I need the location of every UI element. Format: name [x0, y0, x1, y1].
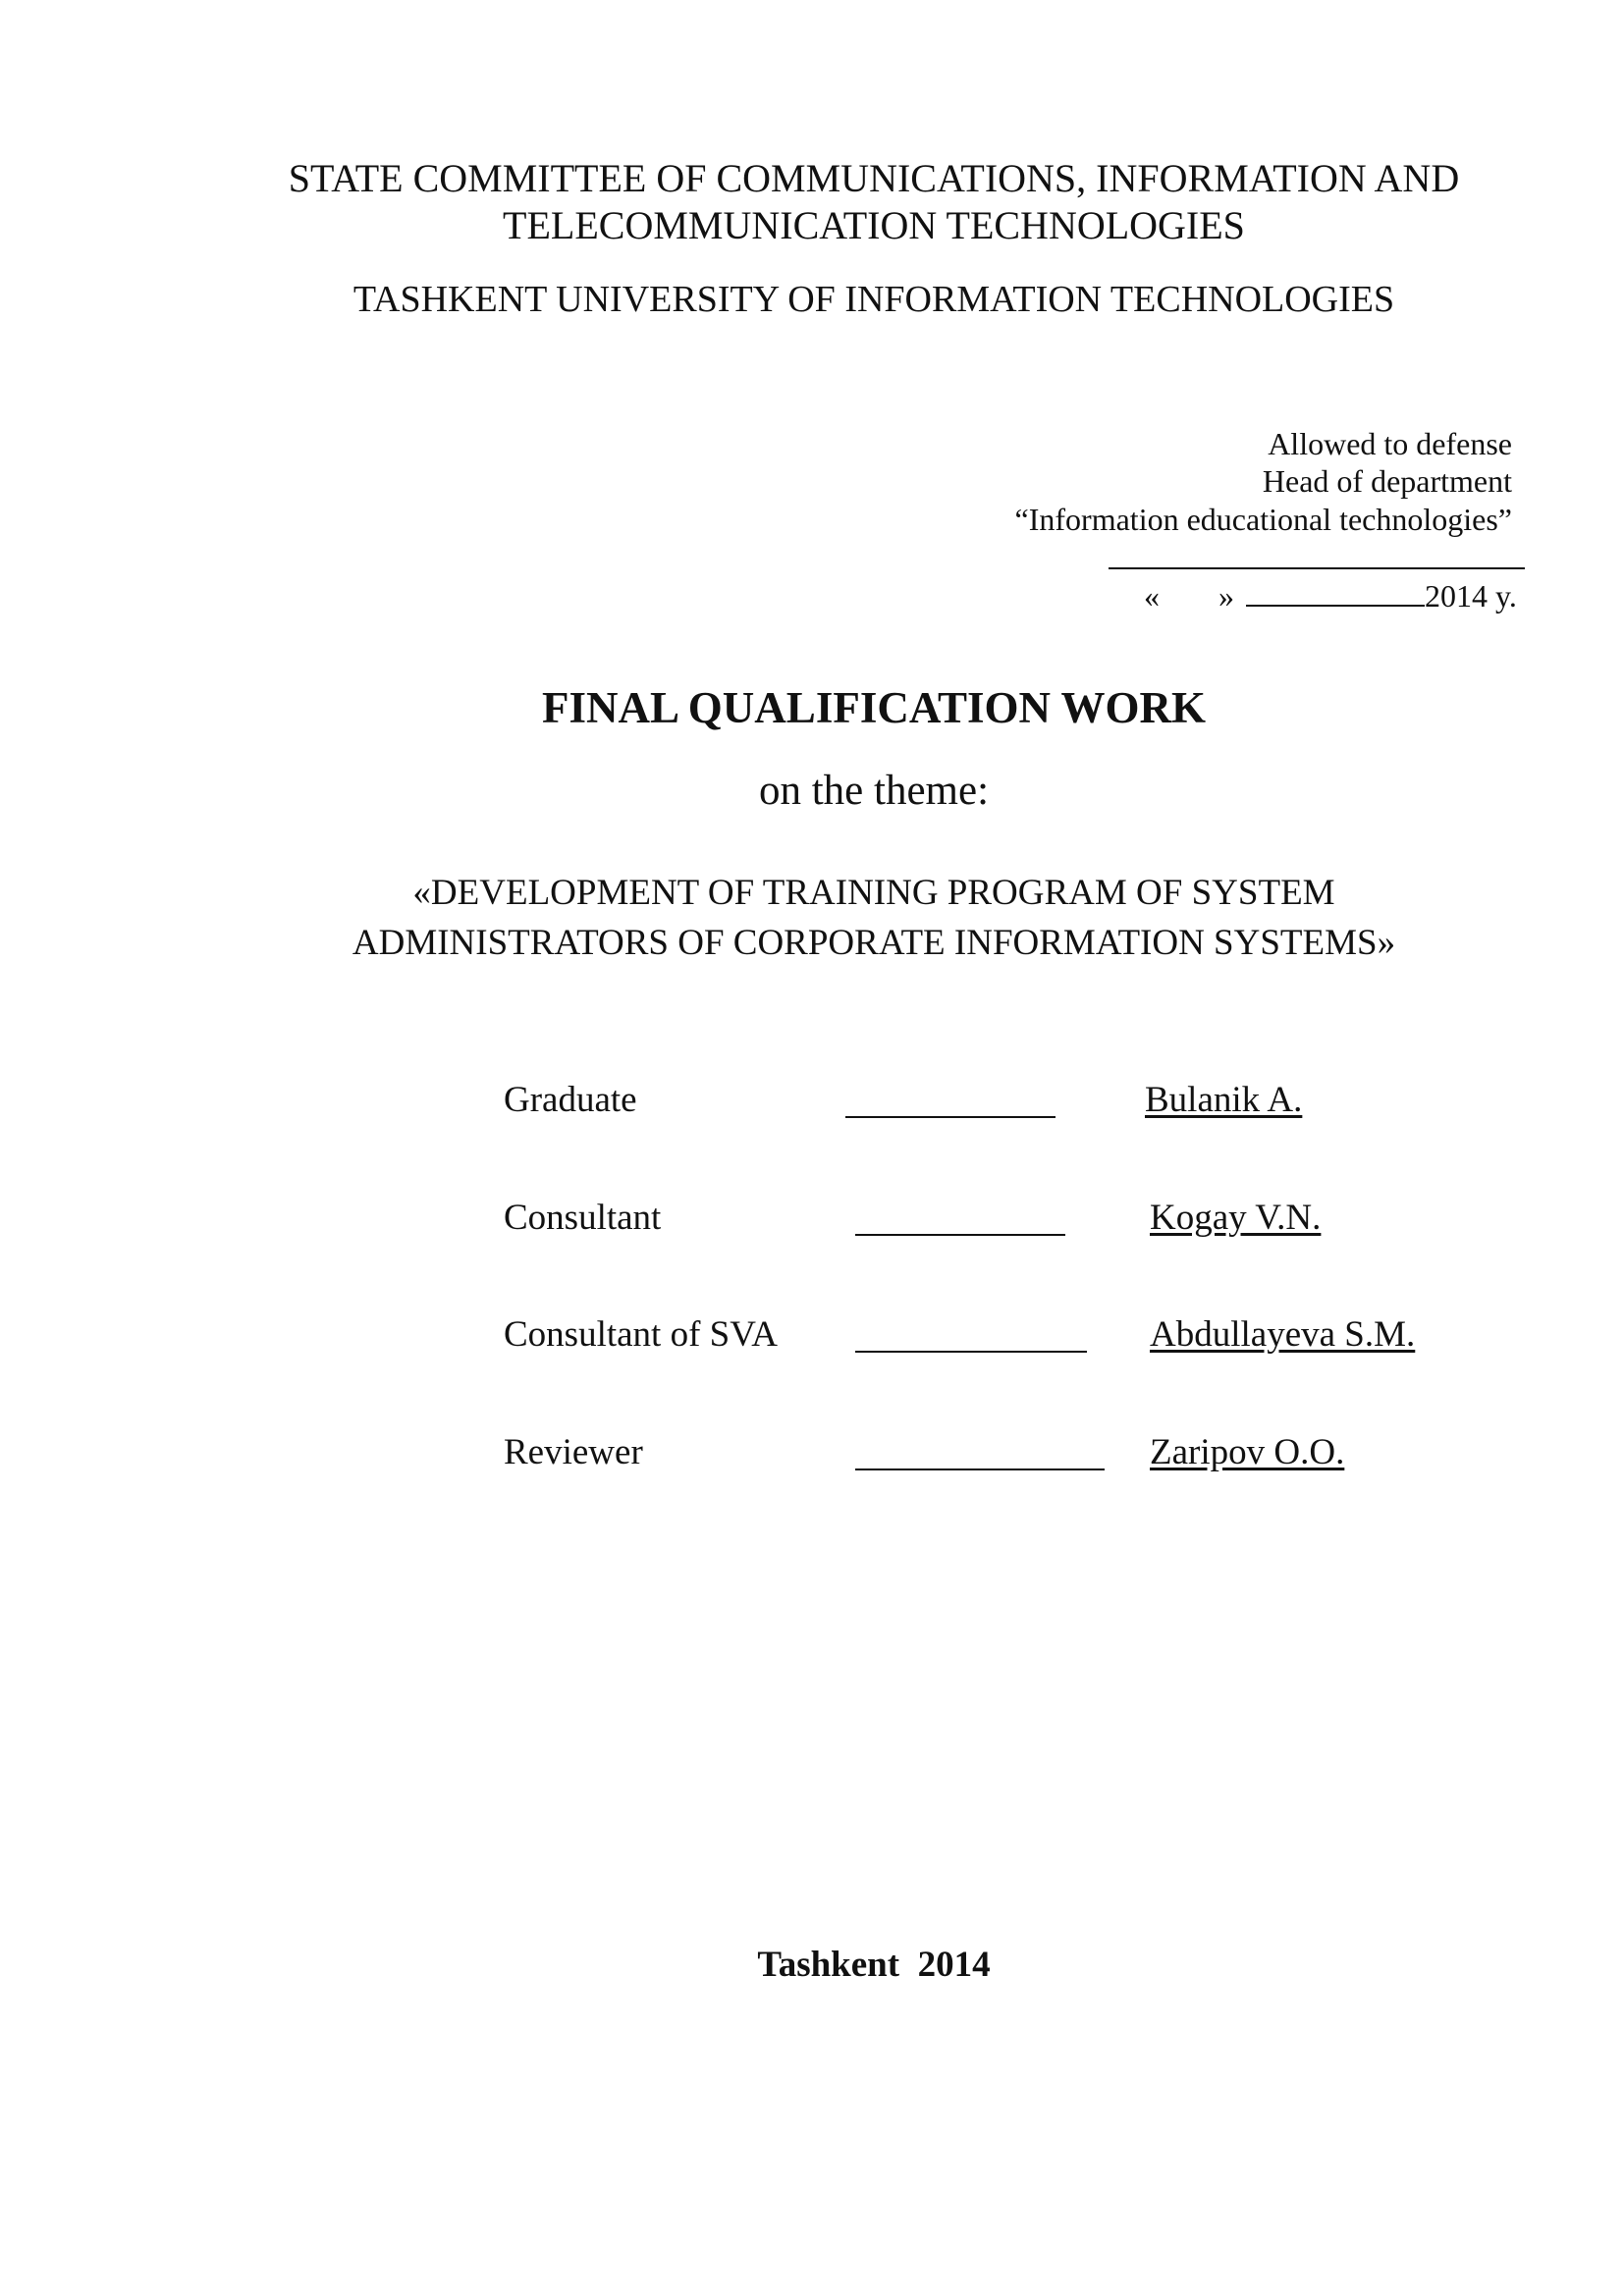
- theme-line-1: «DEVELOPMENT OF TRAINING PROGRAM OF SYSTEM: [412, 873, 1335, 913]
- approval-allowed: Allowed to defense: [1268, 426, 1512, 461]
- header-committee-line-2: TELECOMMUNICATION TECHNOLOGIES: [503, 203, 1245, 247]
- signature-name: Zaripov O.O.: [1150, 1432, 1345, 1472]
- signature-row: [504, 1313, 1486, 1362]
- document-title: FINAL QUALIFICATION WORK: [542, 683, 1206, 732]
- date-blank: [1246, 575, 1425, 607]
- signature-row: [504, 1079, 1486, 1128]
- date-year: 2014 y.: [1425, 578, 1517, 614]
- signature-blank: [845, 1116, 1056, 1118]
- signature-name: Abdullayeva S.M.: [1150, 1314, 1416, 1355]
- signature-blank: [855, 1234, 1065, 1236]
- approval-date: [1144, 575, 1517, 614]
- approval-head: Head of department: [1262, 463, 1512, 499]
- signature-blank: [855, 1468, 1105, 1470]
- signature-name: Kogay V.N.: [1150, 1198, 1322, 1238]
- signature-role: Consultant: [504, 1198, 662, 1238]
- approval-signature-line: [1109, 567, 1525, 569]
- approval-department: “Information educational technologies”: [1014, 502, 1512, 537]
- signature-role: Consultant of SVA: [504, 1314, 778, 1355]
- signature-role: Reviewer: [504, 1432, 643, 1472]
- date-close-quote: »: [1218, 578, 1234, 614]
- signature-row: [504, 1431, 1486, 1480]
- signature-row: [504, 1197, 1486, 1246]
- theme-line-2: ADMINISTRATORS OF CORPORATE INFORMATION SYSTEMS»: [352, 923, 1396, 963]
- signature-role: Graduate: [504, 1080, 637, 1120]
- signature-blank: [855, 1351, 1087, 1353]
- header-committee-line: STATE COMMITTEE OF COMMUNICATIONS, INFORMATION AND: [288, 156, 1460, 200]
- signature-name: Bulanik A.: [1145, 1080, 1303, 1120]
- footer-place-year: Tashkent 2014: [757, 1945, 991, 1985]
- document-subtitle: on the theme:: [758, 768, 990, 814]
- header-university: TASHKENT UNIVERSITY OF INFORMATION TECHNOLOGIES: [352, 279, 1395, 320]
- date-open-quote: «: [1144, 578, 1160, 614]
